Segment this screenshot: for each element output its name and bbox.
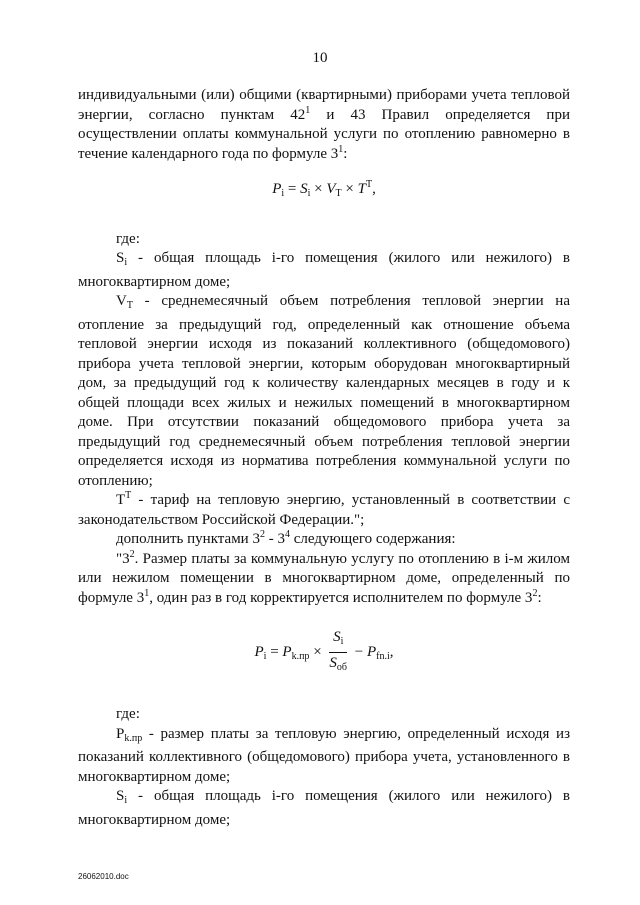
formula-3-2: $P_i = P_{k.пр}$ × $\frac{S_i}{S_{об}}$ − $P_{fn.i}$, bbox=[78, 628, 570, 677]
fraction: $\frac{S_i}{S_{об}}$ bbox=[329, 629, 347, 673]
definition-s-i: $S_i$ - общая площадь i-го помещения (жилого или нежилого) в многоквартирном доме; bbox=[78, 250, 570, 290]
definition-s-i-2: $S_i$ - общая площадь i-го помещения (жилого или нежилого) в многоквартирном доме; bbox=[78, 788, 570, 828]
definition-p-k: $P_{k.пр}$ - размер платы за тепловую энергию, определенный исходя из показаний коллективного (общедомового) прибора учета, установленного в многоквартирном доме; bbox=[78, 725, 570, 785]
formula-3-1: $P_i = S_i \times V_T \times T^T$, bbox=[272, 179, 376, 199]
definition-t-t: $T^T$ - тариф на тепловую энергию, установленный в соответствии с законодательством Российской Федерации."; bbox=[78, 490, 570, 528]
paragraph-intro: индивидуальными (или) общими (квартирными) приборами учета тепловой энергии, согласно пунктам $42^1$ и 43 Правил определяется при осуществлении оплаты коммунальной услуги по отоплению равномерно в течение календарного года по формуле $3^1$: bbox=[78, 87, 570, 162]
definition-v-t: $V_T$ - среднемесячный объем потребления тепловой энергии на отопление за предыдущий год, определенный как отношение объема тепловой энергии исходя из показаний коллективного (общедомового) прибора учета тепловой энергии, которым оборудован многоквартирный дом, за предыдущий год к количеству календарных месяцев в году и к общей площади всех жилых и нежилых помещений в многоквартирном доме. При отсутствии показаний общедомового прибора учета за предыдущий год среднемесячный объем потребления тепловой энергии определяется исходя из норматива потребления коммунальной услуги по отоплению; bbox=[78, 293, 570, 489]
paragraph-add-points: дополнить пунктами $3^2 - 3^4$ следующего содержания: bbox=[116, 529, 456, 547]
paragraph-point-3-2: "$3^2$. Размер платы за коммунальную услугу по отоплению в i-м жилом или нежилом помещении в многоквартирном доме, определенный по формуле $3^1$, один раз в год корректируется исполнителем по формуле $3^2$: bbox=[78, 548, 570, 606]
where-label-2: где: bbox=[116, 706, 140, 722]
where-label: где: bbox=[116, 230, 140, 247]
footer-filename: 26062010.doc bbox=[78, 872, 129, 881]
page-number: 10 bbox=[312, 50, 328, 66]
document-body bbox=[78, 86, 570, 830]
